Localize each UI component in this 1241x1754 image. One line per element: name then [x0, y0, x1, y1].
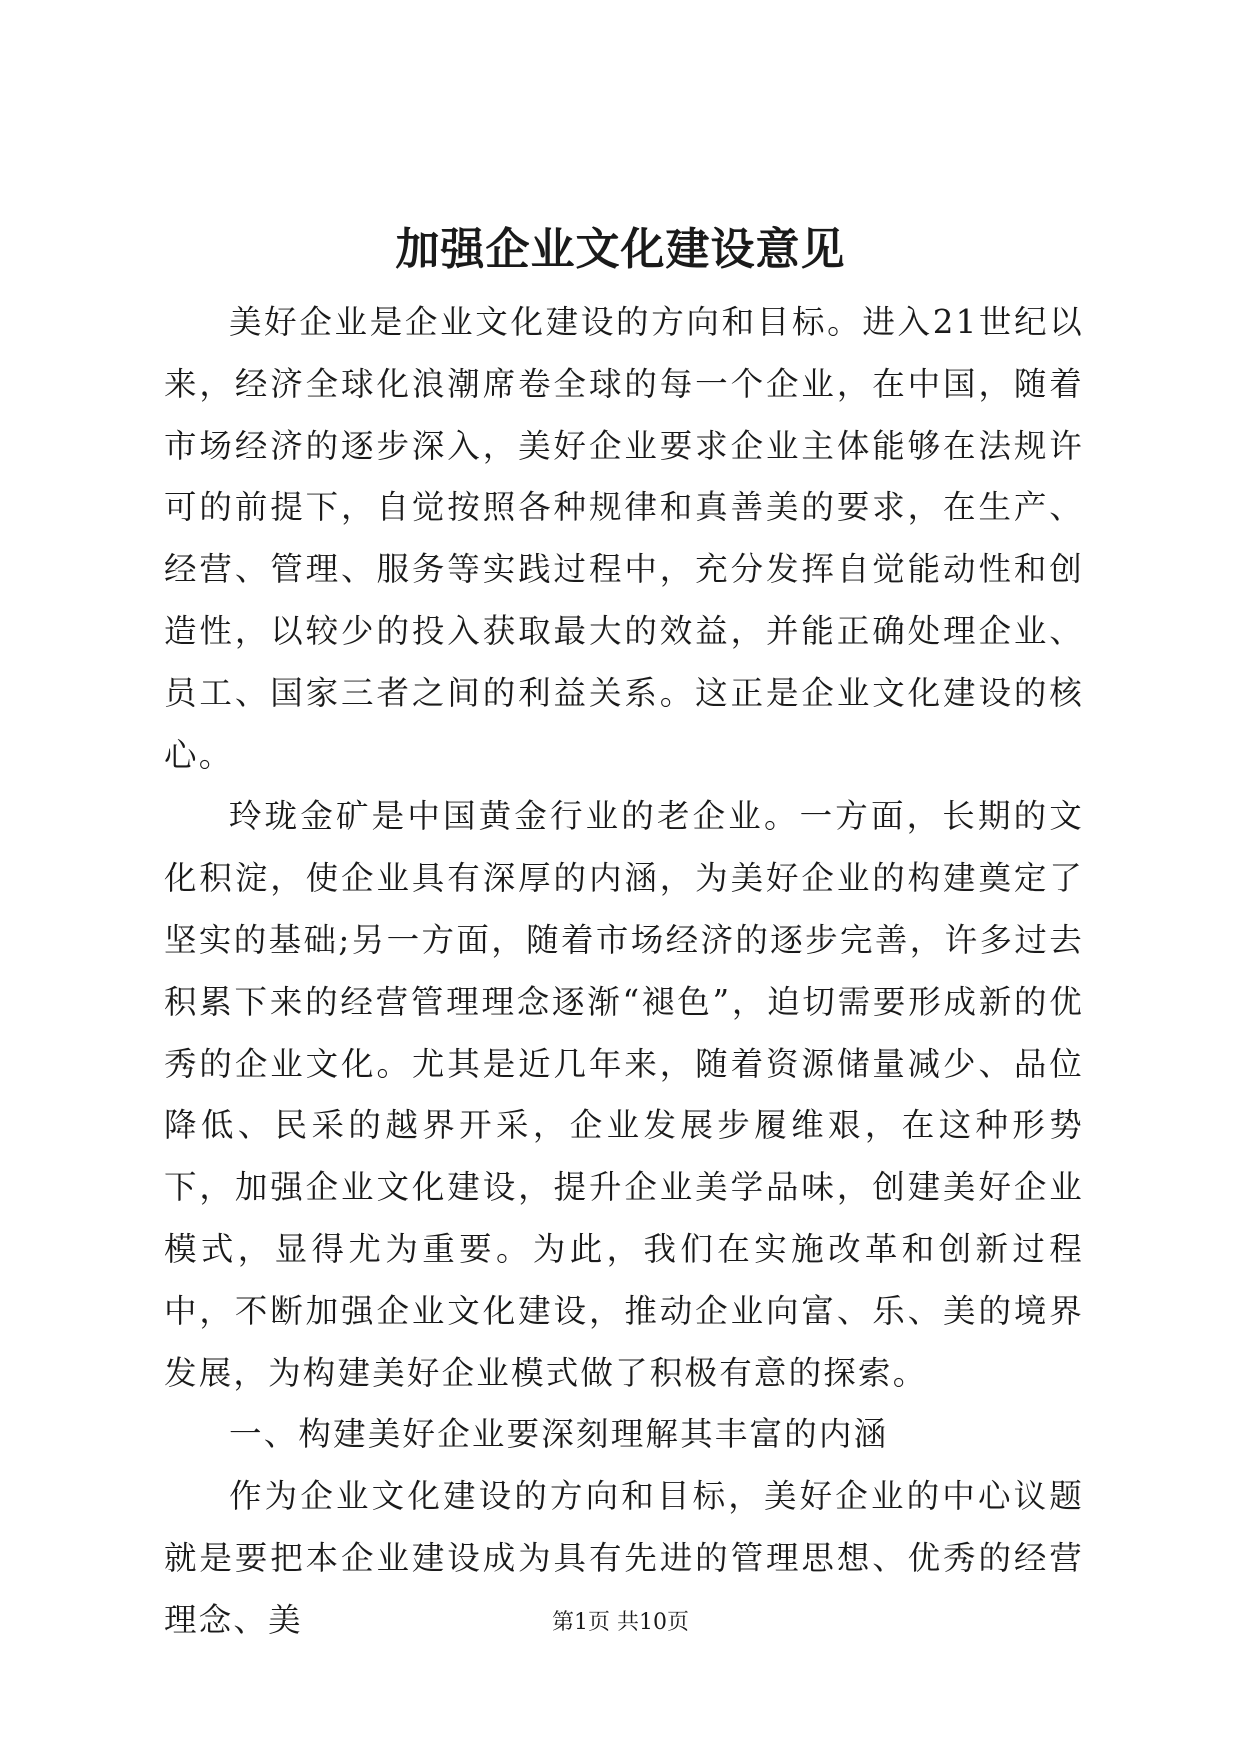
- section-heading: 一、构建美好企业要深刻理解其丰富的内涵: [229, 1415, 889, 1454]
- paragraph-1: 美好企业是企业文化建设的方向和目标。进入21世纪以来，经济全球化浪潮席卷全球的每一个企业，在中国，随着市场经济的逐步深入，美好企业要求企业主体能够在法规许可的前提下，自觉按照各种规律和真善美的要求，在生产、经营、管理、服务等实践过程中，充分发挥自觉能动性和创造性，以较少的投入获取最大的效益，并能正确处理企业、员工、国家三者之间的利益关系。这正是企业文化建设的核心。: [164, 303, 1084, 774]
- document-title: 加强企业文化建设意见: [395, 224, 846, 275]
- document-body: [164, 292, 1084, 1652]
- page-number: 第1页 共10页: [552, 1610, 689, 1635]
- paragraph-3: 作为企业文化建设的方向和目标，美好企业的中心议题就是要把本企业建设成为具有先进的管理思想、优秀的经营理念、美: [164, 1477, 1084, 1639]
- paragraph-2: 玲珑金矿是中国黄金行业的老企业。一方面，长期的文化积淀，使企业具有深厚的内涵，为美好企业的构建奠定了坚实的基础;另一方面，随着市场经济的逐步完善，许多过去积累下来的经营管理理念逐渐“褪色”，迫切需要形成新的优秀的企业文化。尤其是近几年来，随着资源储量减少、品位降低、民采的越界开采，企业发展步履维艰，在这种形势下，加强企业文化建设，提升企业美学品味，创建美好企业模式，显得尤为重要。为此，我们在实施改革和创新过程中，不断加强企业文化建设，推动企业向富、乐、美的境界发展，为构建美好企业模式做了积极有意的探索。: [164, 797, 1084, 1392]
